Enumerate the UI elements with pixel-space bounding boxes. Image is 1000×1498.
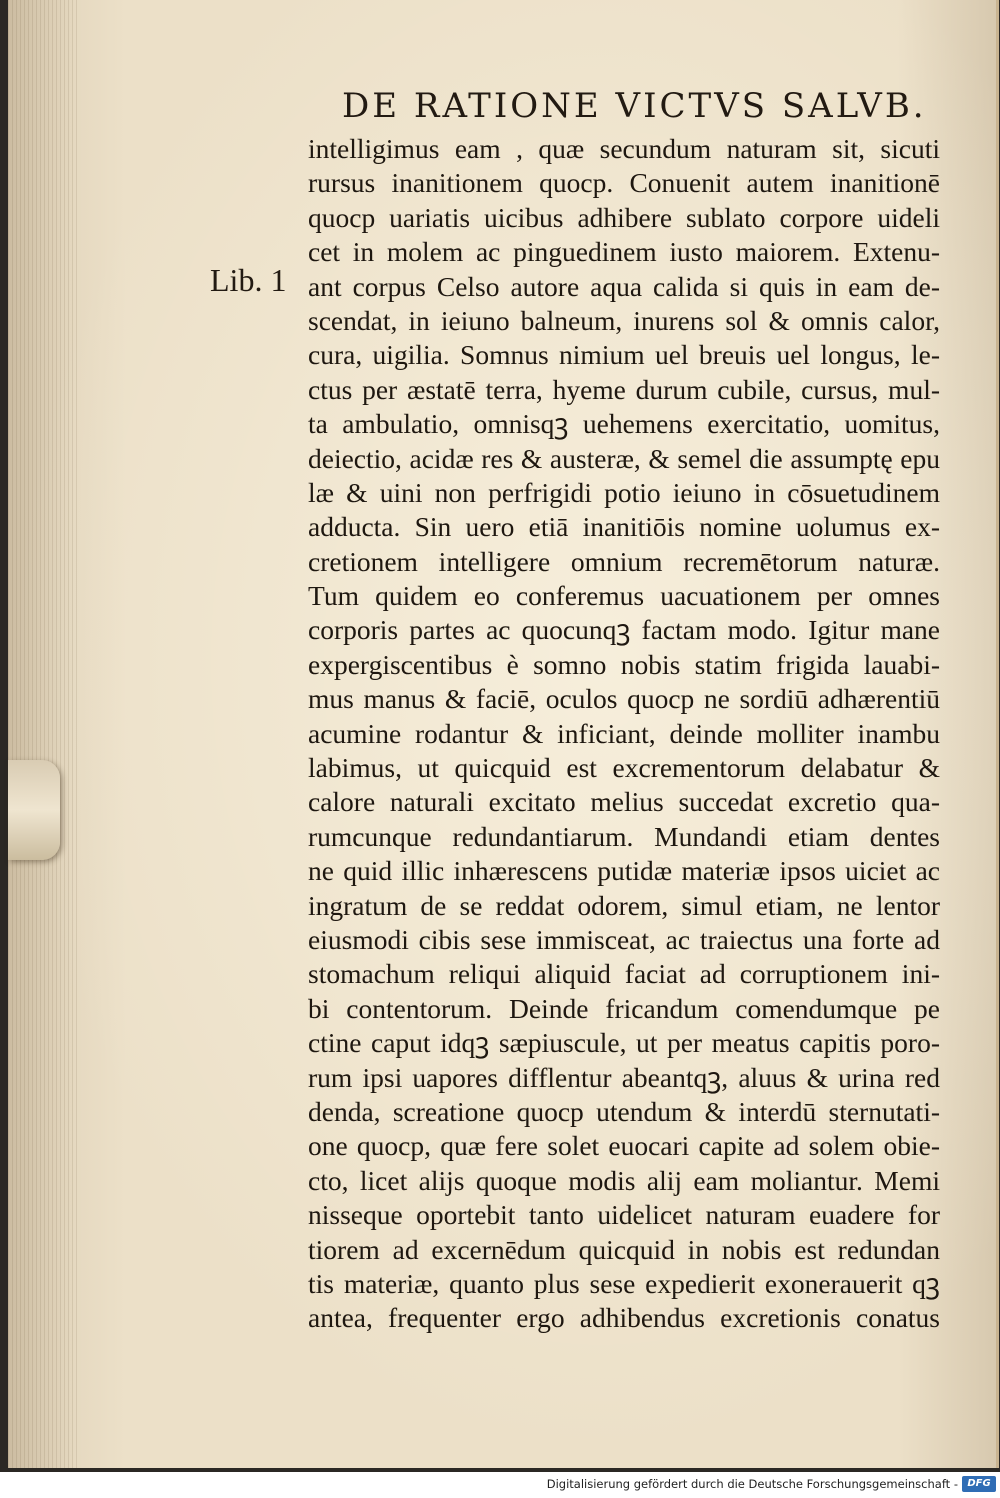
body-text (308, 132, 940, 1336)
text-line: denda, screatione quocp utendum & interdū sternutati- (308, 1095, 940, 1127)
text-line: tiorem ad excernēdum quicquid in nobis est redundan (308, 1233, 940, 1265)
running-head: DE RATIONE VICTVS SALVB. (342, 86, 927, 126)
footer-credit: Digitalisierung gefördert durch die Deutsche Forschungsgemeinschaft - (546, 1477, 958, 1491)
text-line: ctine caput idqꝫ sæpiuscule, ut per meatus capitis poro- (308, 1027, 940, 1059)
text-line: quocp uariatis uicibus adhibere sublato corpore uideli (308, 201, 940, 233)
dfg-logo: DFG (962, 1476, 996, 1492)
text-line: ant corpus Celso autore aqua calida si quis in eam de- (308, 270, 940, 302)
text-line: cet in molem ac pinguedinem iusto maiorem. Extenu- (308, 236, 940, 268)
text-line: bi contentorum. Deinde fricandum comendumque pe (308, 992, 940, 1024)
text-line: stomachum reliqui aliquid faciat ad corruptionem ini- (308, 958, 940, 990)
text-line: intelligimus eam , quæ secundum naturam sit, sicuti (308, 133, 940, 164)
text-line: labimus, ut quicquid est excrementorum delabatur & (308, 752, 940, 784)
text-line: ingratum de se reddat odorem, simul etiam, ne lentor (308, 889, 940, 921)
text-line: læ & uini non perfrigidi potio ieiuno in cōsuetudinem (308, 476, 940, 508)
text-line: cto, licet alijs quoque modis alij eam moliantur. Memi (308, 1164, 940, 1196)
text-line: eiusmodi cibis sese immisceat, ac traiectus una forte ad (308, 923, 940, 955)
text-line: cretionem intelligere omnium recremētorum naturæ. (308, 545, 940, 577)
text-line: rursus inanitionem quocp. Conuenit autem inanitionē (308, 167, 940, 199)
text-line: ta ambulatio, omnisqꝫ uehemens exercitatio, uomitus, (308, 408, 940, 440)
text-line: tis materiæ, quanto plus sese expedierit exonerauerit qꝫ (308, 1267, 940, 1299)
book-clasp (8, 760, 60, 860)
text-line: one quocp, quæ fere solet euocari capite ad solem obie- (308, 1130, 940, 1162)
text-line: adducta. Sin uero etiā inanitiōis nomine uolumus ex- (308, 511, 940, 543)
marginal-note: Lib. 1 (210, 262, 287, 298)
text-line: Tum quidem eo conferemus uacuationem per omnes (308, 580, 940, 612)
text-line: deiectio, acidæ res & austeræ, & semel die assumptę epu (308, 442, 940, 474)
text-line: corporis partes ac quocunqꝫ factam modo. Igitur mane (308, 614, 940, 646)
text-line: rumcunque redundantiarum. Mundandi etiam dentes (308, 820, 940, 852)
text-line: scendat, in ieiuno balneum, inurens sol & omnis calor, (308, 304, 940, 336)
text-line: cura, uigilia. Somnus nimium uel breuis uel longus, le- (308, 339, 940, 371)
text-line: rum ipsi uapores difflentur abeantqꝫ, aluus & urina red (308, 1061, 940, 1093)
text-line: antea, frequenter ergo adhibendus excretionis conatus (308, 1302, 940, 1334)
text-line: nisseque oportebit tanto uidelicet naturam euadere for (308, 1199, 940, 1231)
text-line: acumine rodantur & inficiant, deinde molliter inambu (308, 717, 940, 749)
text-line: ctus per æstatē terra, hyeme durum cubile, cursus, mul- (308, 373, 940, 405)
page-edges (8, 0, 78, 1468)
text-line: expergiscentibus è somno nobis statim frigida lauabi- (308, 648, 940, 680)
text-line: ne quid illic inhærescens putidæ materiæ ipsos uiciet ac (308, 855, 940, 887)
text-line: mus manus & faciē, oculos quocp ne sordiū adhærentiū (308, 683, 940, 715)
book-page (8, 0, 999, 1468)
text-line: calore naturali excitato melius succedat excretio qua- (308, 786, 940, 818)
footer-bar (0, 1472, 1000, 1498)
